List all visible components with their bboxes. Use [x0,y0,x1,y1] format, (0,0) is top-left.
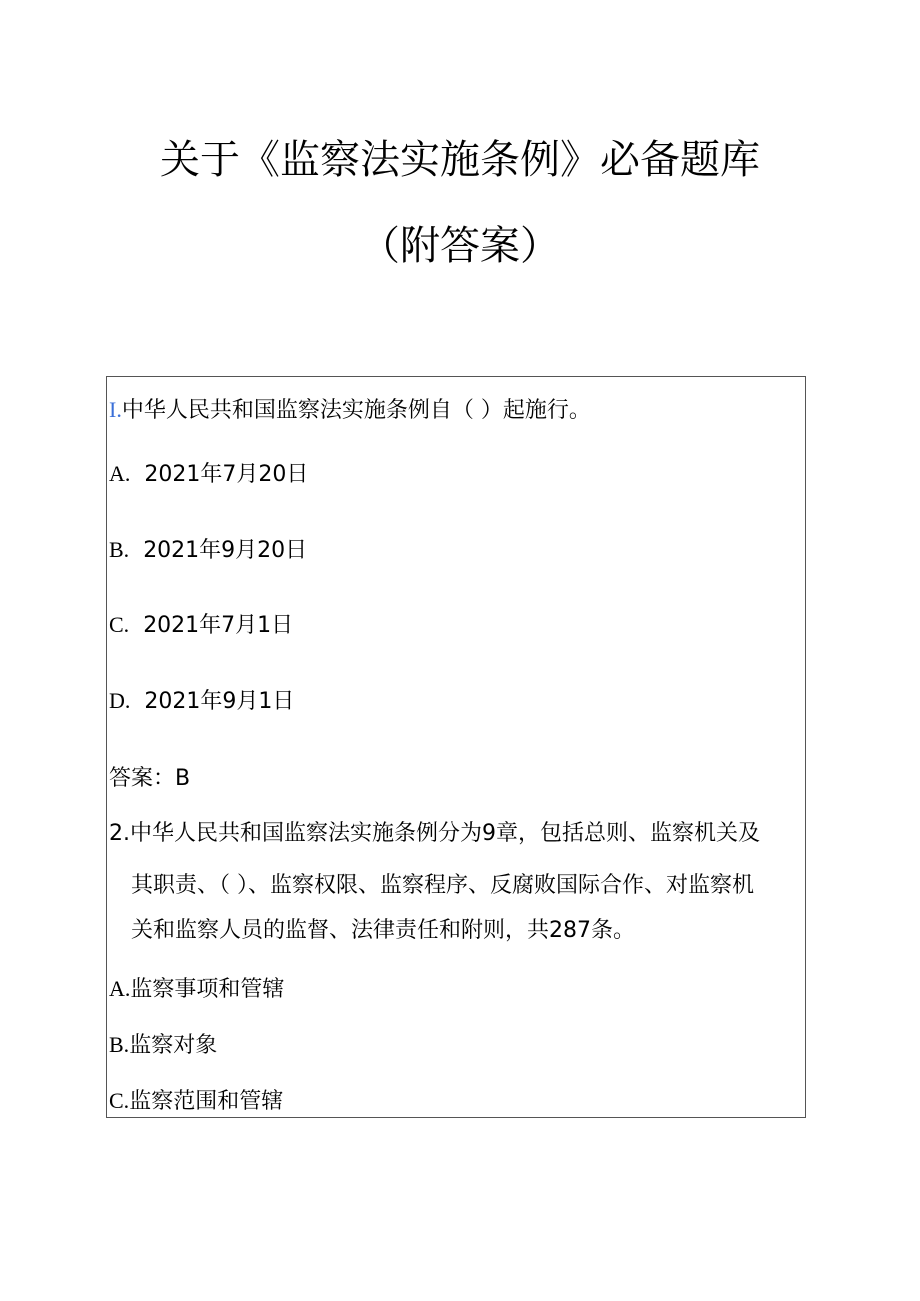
question-1-number: I. [109,397,122,422]
question-2-number: 2. [109,821,130,846]
question-2-option-a [109,978,284,1001]
question-1-option-a [109,463,308,486]
option-text: 监察对象 [129,1033,218,1058]
question-1-stem-line [109,399,591,422]
option-text: 2021年9月20日 [143,538,308,563]
question-2-option-b [109,1034,217,1057]
question-1-stem: 中华人民共和国监察法实施条例自（ ）起施行。 [121,398,591,423]
question-2-option-c [109,1090,283,1113]
question-2-stem-line-2: 其职责、（ ）、监察权限、监察程序、反腐败国际合作、对监察机 [131,873,754,898]
option-label: B. [109,537,130,562]
question-2-stem-line-3: 关和监察人员的监督、法律责任和附则，共287条。 [131,918,635,943]
question-1-answer: 答案：B [109,766,191,791]
option-label: C. [109,1088,130,1113]
document-title: 关于《监察法实施条例》必备题库 [160,137,760,183]
option-text: 2021年9月1日 [144,689,295,714]
question-2-stem-1: 中华人民共和国监察法实施条例分为9章，包括总则、监察机关及 [130,821,760,846]
question-box [106,376,806,1118]
question-1-option-c [109,614,293,637]
option-text: 2021年7月1日 [143,613,294,638]
option-text: 2021年7月20日 [144,462,309,487]
option-label: C. [109,612,130,637]
document-subtitle: （附答案） [360,223,560,269]
option-label: B. [109,1032,130,1057]
question-2-stem-line-1 [109,823,760,845]
option-text: 监察事项和管辖 [130,977,285,1002]
option-label: D. [109,688,131,713]
option-label: A. [109,976,131,1001]
option-label: A. [109,461,131,486]
question-1-option-d [109,690,294,713]
option-text: 监察范围和管辖 [129,1089,284,1114]
question-1-option-b [109,539,307,562]
